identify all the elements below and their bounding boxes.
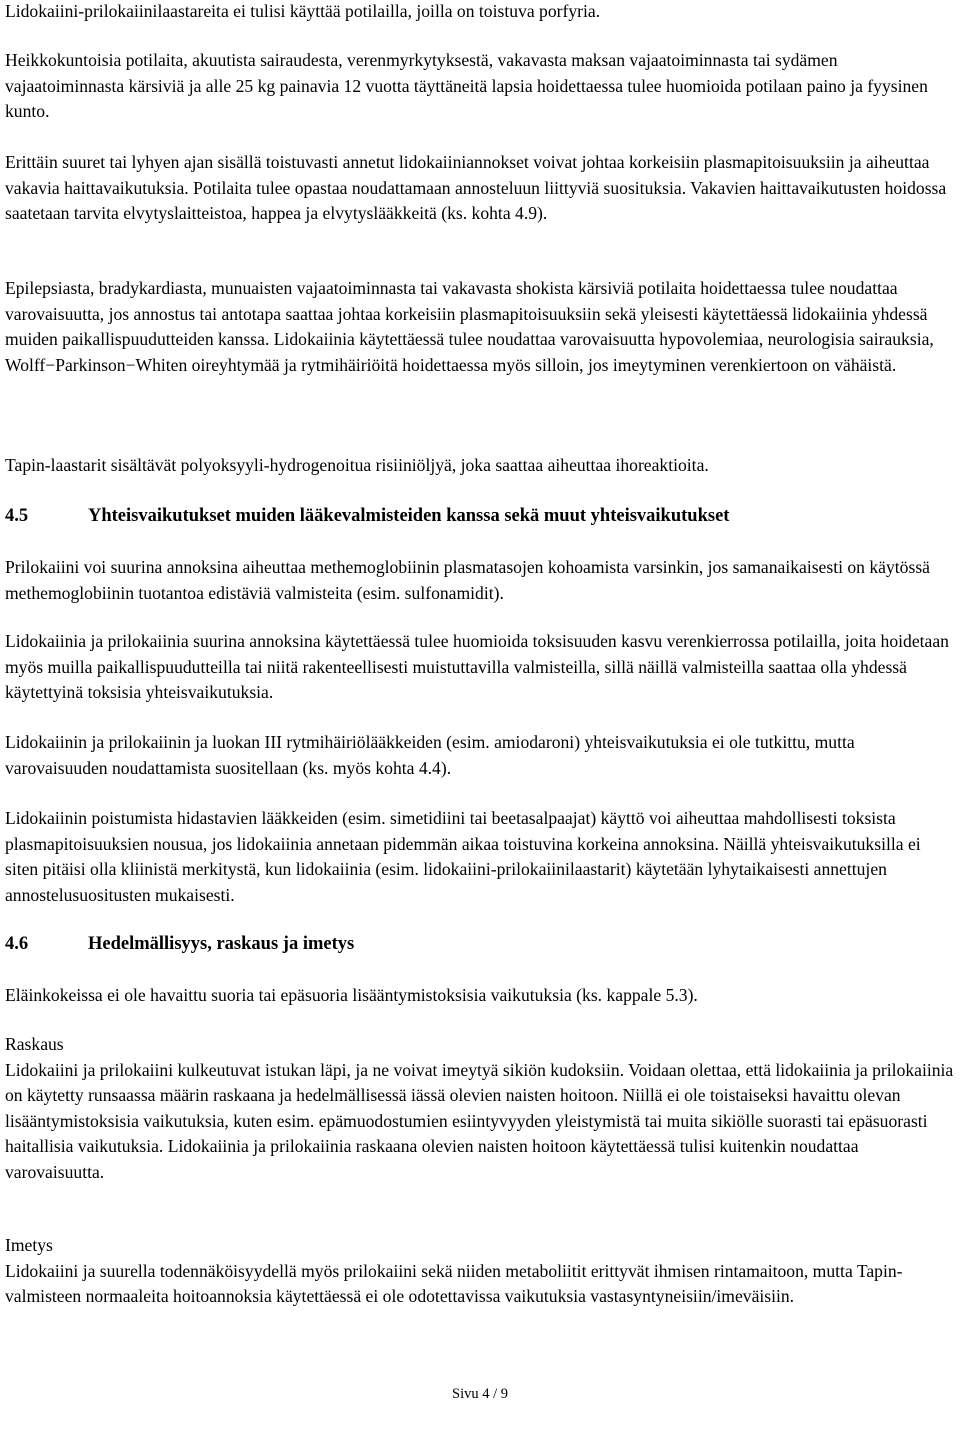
- paragraph-large-doses: Erittäin suuret tai lyhyen ajan sisällä toistuvasti annetut lidokaiiniannokset voivat johtaa korkeisiin plasmapitoisuuksiin ja aiheuttaa vakavia haittavaikutuksia. Potilaita tulee opastaa noudattamaan annosteluun liittyviä suosituksia. Vakavien haittavaikutusten hoidossa saatetaan tarvita elvytyslaitteistoa, happea ja elvytyslääkkeitä (ks. kohta 4.9).: [5, 152, 947, 224]
- paragraph-epilepsy: Epilepsiasta, bradykardiasta, munuaisten vajaatoiminnasta tai vakavasta shokista kärsiviä potilaita hoidettaessa tulee noudattaa varovaisuutta, jos annostus tai antotapa saattaa johtaa korkeisiin plasmapitoisuuksiin sekä yleisesti käytettäessä lidokaiinia yhdessä muiden paikallispuudutteiden kanssa. Lidokaiinia käytettäessä tulee noudattaa varovaisuutta hypovolemiaa, neurologisia sairauksia, Wolff−Parkinson−Whiten oireyhtymää ja rytmihäiriöitä hoidettaessa myös silloin, jos imeytyminen verenkiertoon on vähäistä.: [5, 278, 934, 375]
- paragraph-methemoglobin: Prilokaiini voi suurina annoksina aiheuttaa methemoglobiinin plasmatasojen kohoamista varsinkin, jos samanaikaisesti on käytössä methemoglobiinin tuotantoa edistäviä valmisteita (esim. sulfonamidit).: [5, 557, 930, 603]
- paragraph-castor-oil: Tapin-laastarit sisältävät polyoksyyli-hydrogenoitua risiiniöljyä, joka saattaa aiheuttaa ihoreaktioita.: [5, 455, 709, 475]
- pregnancy-label: Raskaus: [5, 1034, 64, 1054]
- section-heading-4-6: [5, 931, 354, 957]
- paragraph-antiarrhythmics: Lidokaiinin ja prilokaiinin ja luokan III rytmihäiriölääkkeiden (esim. amiodaroni) yhteisvaikutuksia ei ole tutkittu, mutta varovaisuuden noudattamista suositellaan (ks. myös kohta 4.4).: [5, 732, 855, 778]
- paragraph-lactation: [5, 1233, 955, 1310]
- page-number: Sivu 4 / 9: [452, 1386, 508, 1402]
- paragraph-elimination: Lidokaiinin poistumista hidastavien lääkkeiden (esim. simetidiini tai beetasalpaajat) käyttö voi aiheuttaa mahdollisesti toksista plasmapitoisuuksien nousua, jos lidokaiinia annetaan pidemmän aikaa toistuvina korkeina annoksina. Näillä yhteisvaikutuksilla ei siten pitäisi olla kliinistä merkitystä, kun lidokaiinia (esim. lidokaiini-prilokaiinilaastarit) käytetään lyhytaikaisesti annettujen annostelusuositusten mukaisesti.: [5, 808, 921, 905]
- section-number: 4.5: [5, 506, 29, 526]
- paragraph-pregnancy: [5, 1032, 955, 1186]
- paragraph-porphyria: Lidokaiini-prilokaiinilaastareita ei tulisi käyttää potilailla, joilla on toistuva porfyria.: [5, 1, 601, 21]
- paragraph-toxicity: Lidokaiinia ja prilokaiinia suurina annoksina käytettäessä tulee huomioida toksisuuden kasvu verenkierrossa potilailla, joita hoidetaan myös muilla paikallispuudutteilla tai niitä rakenteellisesti muistuttavilla valmisteilla, sillä näillä valmisteilla saattaa olla yhdessä käytettyinä toksisia yhteisvaikutuksia.: [5, 631, 949, 703]
- pregnancy-text: Lidokaiini ja prilokaiini kulkeutuvat istukan läpi, ja ne voivat imeytyä sikiön kudoksiin. Voidaan olettaa, että lidokaiinia ja prilokaiinia on käytetty runsaassa määrin raskaana ja hedelmällisessä iässä olevien naisten hoitoon. Niillä ei ole toistaiseksi havaittu olevan lisääntymistoksisia vaikutuksia, kuten esim. epämuodostumien esiintyvyyden yleistymistä tai muita sikiölle suorasti tai epäsuorasti haitallisia vaikutuksia. Lidokaiinia ja prilokaiinia raskaana olevien naisten hoitoon käytettäessä tulisi kuitenkin noudattaa varovaisuutta.: [5, 1059, 954, 1182]
- lactation-label: Imetys: [5, 1235, 53, 1255]
- section-title: Yhteisvaikutukset muiden lääkevalmisteiden kanssa sekä muut yhteisvaikutukset: [88, 506, 730, 526]
- paragraph-weak-patients: Heikkokuntoisia potilaita, akuutista sairaudesta, verenmyrkytyksestä, vakavasta maksan vajaatoiminnasta tai sydämen vajaatoiminnasta kärsiviä ja alle 25 kg painavia 12 vuotta täyttäneitä lapsia hoidettaessa tulee huomioida potilaan paino ja fyysinen kunto.: [5, 50, 928, 122]
- section-number: 4.6: [5, 934, 29, 954]
- paragraph-animal-studies: Eläinkokeissa ei ole havaittu suoria tai epäsuoria lisääntymistoksisia vaikutuksia (ks. kappale 5.3).: [5, 985, 698, 1005]
- lactation-text: Lidokaiini ja suurella todennäköisyydellä myös prilokaiini sekä niiden metaboliitit erittyvät ihmisen rintamaitoon, mutta Tapin-valmisteen normaaleita hoitoannoksia käytettäessä ei ole odotettavissa vaikutuksia vastasyntyneisiin/imeväisiin.: [5, 1260, 903, 1307]
- section-title: Hedelmällisyys, raskaus ja imetys: [88, 934, 355, 954]
- section-heading-4-5: [5, 503, 729, 529]
